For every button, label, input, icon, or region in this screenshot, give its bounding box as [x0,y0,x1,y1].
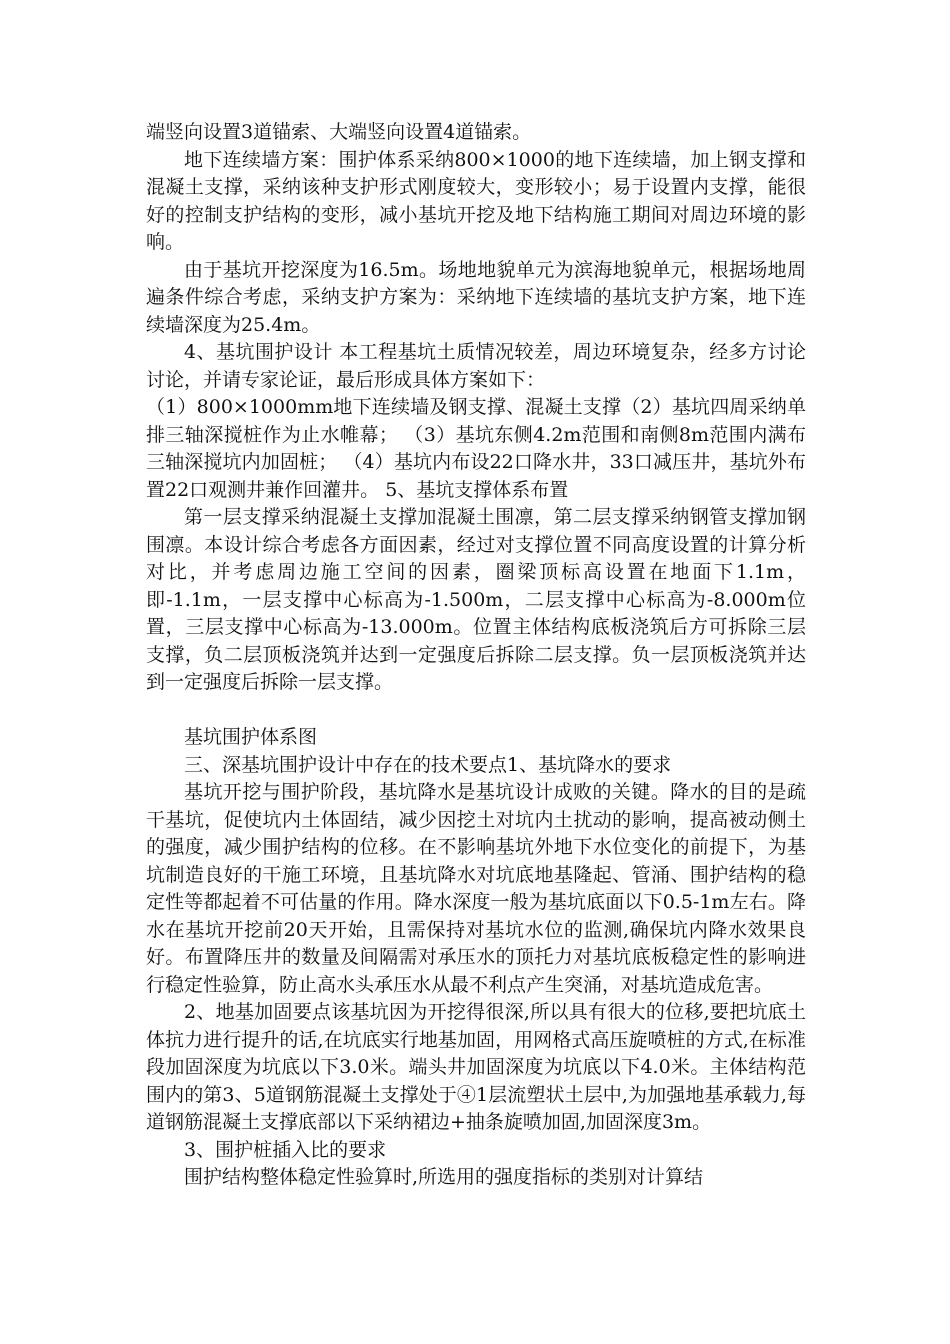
paragraph-stability-check: 围护结构整体稳定性验算时,所选用的强度指标的类别对计算结 [184,1166,704,1188]
document-body [146,119,806,1192]
paragraph-pile-insertion-heading: 3、围护桩插入比的要求 [184,1138,387,1161]
paragraph-enclosure-design: 4、基坑围护设计 本工程基坑土质情况较差，周边环境复杂，经多方讨论讨论，并请专家论证，最后形成具体方案如下： [146,341,806,391]
paragraph-ground-reinforcement: 2、地基加固要点该基坑因为开挖得很深,所以具有很大的位移,要把坑底土体抗力进行提升的话,在坑底实行地基加固，用网格式高压旋喷桩的方式,在标准段加固深度为坑底以下3.0米。端头井加固深度为坑底以下4.0米。主体结构范围内的第3、5道钢筋混凝土支撑处于④1层流塑状土层中,为加强地基承载力,每道钢筋混凝土支撑底部以下采纳裙边+抽条旋喷加固,加固深度3m。 [146,1001,806,1133]
paragraph-excavation-depth: 由于基坑开挖深度为16.5m。场地地貌单元为滨海地貌单元，根据场地周遍条件综合考虑，采纳支护方案为：采纳地下连续墙的基坑支护方案，地下连续墙深度为25.4m。 [146,258,806,336]
paragraph-dewatering: 基坑开挖与围护阶段，基坑降水是基坑设计成败的关键。降水的目的是疏干基坑，促使坑内土体固结，减少因挖土对坑内土扰动的影响，提高被动侧土的强度，减少围护结构的位移。在不影响基坑外地下水位变化的前提下，为基坑制造良好的干施工环境，且基坑降水对坑底地基隆起、管涌、围护结构的稳定性等都起着不可估量的作用。降水深度一般为基坑底面以下0.5-1m左右。降水在基坑开挖前20天开始，且需保持对基坑水位的监测,确保坑内降水效果良好。布置降压井的数量及间隔需对承压水的顶托力对基坑底板稳定性的影响进行稳定性验算，防止高水头承压水从最不利点产生突涌，对基坑造成危害。 [146,781,806,996]
paragraph-diaphragm-wall-scheme: 地下连续墙方案：围护体系采纳800×1000的地下连续墙，加上钢支撑和混凝土支撑，采纳该种支护形式刚度较大，变形较小；易于设置内支撑，能很好的控制支护结构的变形，减小基坑开挖及地下结构施工期间对周边环境的影响。 [146,148,806,253]
blank-line [146,697,806,725]
paragraph-section-heading: 三、深基坑围护设计中存在的技术要点1、基坑降水的要求 [184,753,672,776]
paragraph-figure-caption: 基坑围护体系图 [184,726,318,748]
paragraph-anchor-count: 端竖向设置3道锚索、大端竖向设置4道锚索。 [146,121,532,143]
paragraph-scheme-list: （1）800×1000mm地下连续墙及钢支撑、混凝土支撑（2）基坑四周采纳单排三轴深搅桩作为止水帷幕； （3）基坑东侧4.2m范围和南侧8m范围内满布三轴深搅坑内加固桩； （4）基坑内布设22口降水井，33口减压井，基坑外布置22口观测井兼作回灌井。 5、基坑支撑体系布置 [146,396,806,501]
paragraph-support-layers: 第一层支撑采纳混凝土支撑加混凝土围凛，第二层支撑采纳钢管支撑加钢围凛。本设计综合考虑各方面因素，经过对支撑位置不同高度设置的计算分析对比，并考虑周边施工空间的因素，圈梁顶标高设置在地面下1.1m，即-1.1m，一层支撑中心标高为-1.500m，二层支撑中心标高为-8.000m位置，三层支撑中心标高为-13.000m。位置主体结构底板浇筑后方可拆除三层支撑，负二层顶板浇筑并达到一定强度后拆除二层支撑。负一层顶板浇筑并达到一定强度后拆除一层支撑。 [146,506,806,693]
